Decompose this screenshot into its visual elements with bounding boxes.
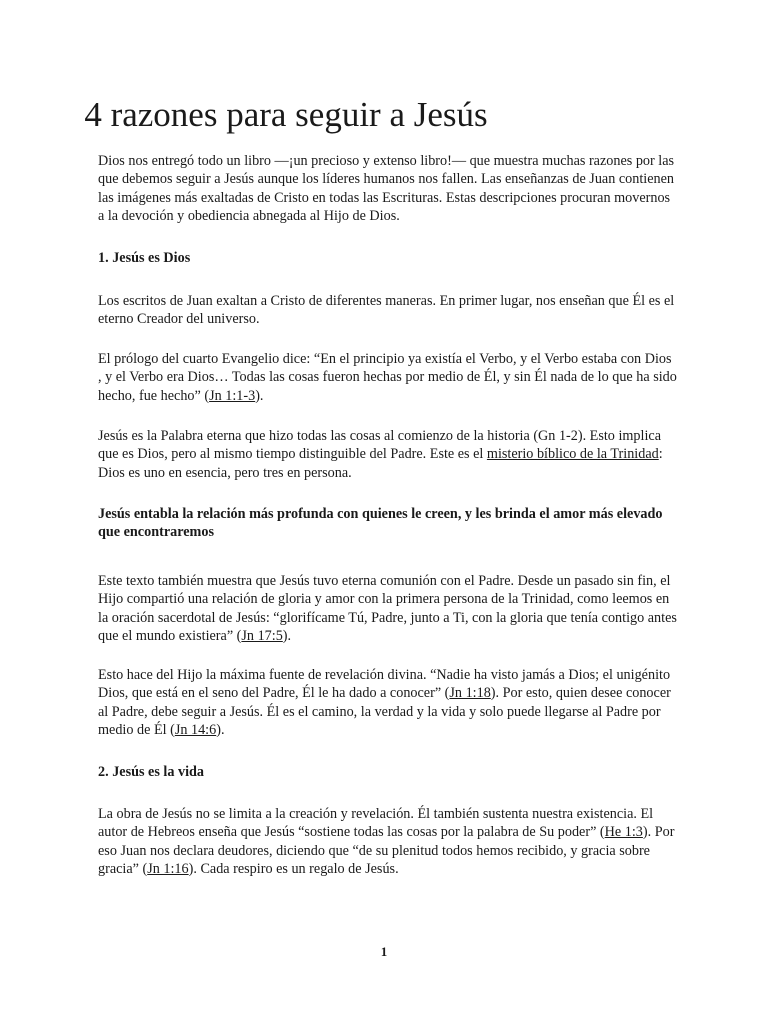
paragraph-text: ). Por eso Juan nos declara deudores, diciendo que “de su plenitud todos hemos recibido, y gracia sobre gracia” (: [98, 824, 675, 878]
paragraph-text: Este texto también muestra que Jesús tuvo eterna comunión con el Padre. Desde un pasado sin fin, el Hijo compartió una relación de gloria y amor con la primera persona de la Trinidad, como leemos en la oración sacerdotal de Jesús: “glorifícame Tú, Padre, junto a Ti, con la gloria que tenía contigo antes que el mundo existiera” (: [98, 573, 677, 645]
paragraph-text: La obra de Jesús no se limita a la creación y revelación. Él también sustenta nuestra existencia. El autor de Hebreos enseña que Jesús “sostiene todas las cosas por la palabra de Su poder” (: [98, 806, 654, 841]
reference-link-jn-1-16[interactable]: Jn 1:16: [147, 861, 189, 878]
paragraph-text: ).: [216, 722, 225, 739]
paragraph-palabra-eterna: [98, 427, 678, 482]
document-title: 4 razones para seguir a Jesús: [84, 95, 488, 134]
paragraph-text: El prólogo del cuarto Evangelio dice: “En el principio ya existía el Verbo, y el Verbo estaba con Dios , y el Verbo era Dios… Todas las cosas fueron hechas por medio de Él, y sin Él nada de lo que ha sido hecho, fue hecho” (: [98, 351, 677, 404]
paragraph-text: ).: [255, 387, 264, 404]
reference-link-jn-14-6[interactable]: Jn 14:6: [174, 722, 217, 739]
section-heading-jesus-es-la-vida: 2. Jesús es la vida: [98, 764, 205, 780]
page-number: 1: [380, 944, 388, 959]
reference-link-he-1-3[interactable]: He 1:3: [604, 824, 643, 841]
paragraph-text: Jesús es la Palabra eterna que hizo todas las cosas al comienzo de la historia (Gn 1-2). Esto implica que es Dios, pero al mismo tiempo distinguible del Padre. Este es el: [98, 428, 661, 463]
subheading-relacion-profunda: Jesús entabla la relación más profunda con quienes le creen, y les brinda el amor más elevado que encontraremos: [98, 506, 663, 541]
reference-link-jn-17-5[interactable]: Jn 17:5: [241, 628, 283, 645]
paragraph-eterna-comunion: [98, 572, 678, 646]
intro-paragraph: Dios nos entregó todo un libro —¡un precioso y extenso libro!— que muestra muchas razones por las que debemos seguir a Jesús aunque los líderes humanos nos fallen. Las enseñanzas de Juan contienen las imágenes más exaltadas de Cristo en todas las Escrituras. Estas descripciones procuran movernos a la devoción y obediencia abnegada al Hijo de Dios.: [98, 153, 675, 225]
paragraph-prologo: [98, 350, 678, 405]
link-misterio-trinidad[interactable]: misterio bíblico de la Trinidad: [486, 446, 659, 463]
paragraph-obra-de-jesus: [98, 805, 678, 879]
paragraph-text: ). Cada respiro es un regalo de Jesús.: [188, 861, 399, 878]
paragraph-text: ). Por esto, quien desee conocer al Padre, debe seguir a Jesús. Él es el camino, la verdad y la vida y solo puede llegarse al Padre por medio de Él (: [98, 685, 671, 739]
reference-link-jn-1-1-3[interactable]: Jn 1:1-3: [209, 387, 256, 404]
paragraph-text: ).: [282, 628, 292, 645]
paragraph-text: : Dios es uno en esencia, pero tres en persona.: [98, 446, 663, 481]
reference-link-jn-1-18[interactable]: Jn 1:18: [449, 685, 491, 702]
paragraph-text: Esto hace del Hijo la máxima fuente de revelación divina. “Nadie ha visto jamás a Dios; el unigénito Dios, que está en el seno del Padre, Él le ha dado a conocer” (: [98, 667, 671, 702]
paragraph-escritos-de-juan: Los escritos de Juan exaltan a Cristo de diferentes maneras. En primer lugar, nos enseñan que Él es el eterno Creador del universo.: [98, 293, 675, 328]
paragraph-revelacion-divina: [98, 666, 678, 740]
section-heading-jesus-es-dios: 1. Jesús es Dios: [98, 250, 191, 266]
